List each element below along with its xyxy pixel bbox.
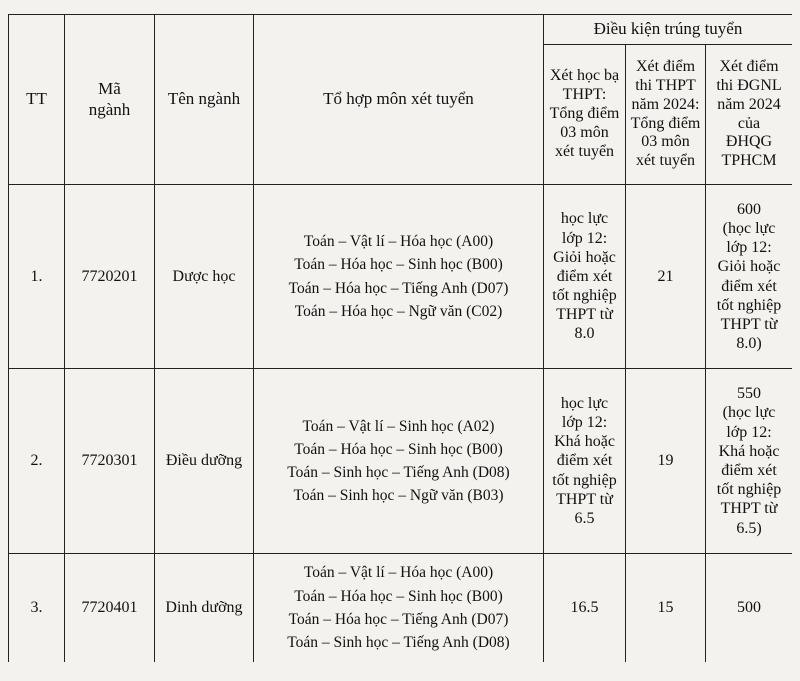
header-row-top <box>9 15 793 45</box>
header-code: Mã ngành <box>65 15 155 185</box>
hocba-condition: 16.5 <box>544 554 626 662</box>
header-conditions: Điều kiện trúng tuyển <box>544 15 793 45</box>
hocba-condition: học lực lớp 12: Khá hoặc điểm xét tốt nghiệp THPT từ 6.5 <box>544 369 626 554</box>
combo-item: Toán – Hóa học – Sinh học (B00) <box>294 256 503 274</box>
header-hocba: Xét học bạ THPT: Tổng điểm 03 môn xét tuyển <box>544 45 626 185</box>
header-thpt: Xét điểm thi THPT năm 2024: Tổng điểm 03 môn xét tuyển <box>626 45 706 185</box>
combo-item: Toán – Hóa học – Tiếng Anh (D07) <box>288 279 509 297</box>
subject-combos <box>254 554 544 662</box>
major-name: Dược học <box>155 185 254 369</box>
admission-table <box>8 14 792 662</box>
row-number: 2. <box>9 369 65 554</box>
thpt-score: 15 <box>626 554 706 662</box>
document-page <box>8 14 792 681</box>
combo-item: Toán – Vật lí – Sinh học (A02) <box>302 417 495 435</box>
combo-item: Toán – Hóa học – Ngữ văn (C02) <box>294 302 503 320</box>
major-code: 7720401 <box>65 554 155 662</box>
major-code: 7720201 <box>65 185 155 369</box>
table-row <box>9 369 793 554</box>
combo-item: Toán – Sinh học – Ngữ văn (B03) <box>293 487 504 505</box>
table-row <box>9 554 793 662</box>
subject-combos <box>254 369 544 554</box>
subject-combos <box>254 185 544 369</box>
combo-item: Toán – Sinh học – Tiếng Anh (D08) <box>287 464 510 481</box>
thpt-score: 19 <box>626 369 706 554</box>
header-combo: Tổ hợp môn xét tuyển <box>254 15 544 185</box>
row-number: 3. <box>9 554 65 662</box>
header-tt: TT <box>9 15 65 185</box>
header-name: Tên ngành <box>155 15 254 185</box>
table-row <box>9 185 793 369</box>
combo-item: Toán – Hóa học – Sinh học (B00) <box>294 440 503 458</box>
major-name: Điều dưỡng <box>155 369 254 554</box>
hocba-condition: học lực lớp 12: Giỏi hoặc điểm xét tốt nghiệp THPT từ 8.0 <box>544 185 626 369</box>
combo-item: Toán – Sinh học – Tiếng Anh (D08) <box>287 634 510 651</box>
combo-item: Toán – Vật lí – Hóa học (A00) <box>303 233 494 250</box>
combo-item: Toán – Hóa học – Sinh học (B00) <box>294 587 503 605</box>
header-dgnl: Xét điểm thi ĐGNL năm 2024 của ĐHQG TPHCM <box>706 45 793 185</box>
thpt-score: 21 <box>626 185 706 369</box>
row-number: 1. <box>9 185 65 369</box>
major-name: Dinh dưỡng <box>155 554 254 662</box>
dgnl-condition: 550 (học lực lớp 12: Khá hoặc điểm xét tốt nghiệp THPT từ 6.5) <box>706 369 793 554</box>
dgnl-condition: 600 (học lực lớp 12: Giỏi hoặc điểm xét tốt nghiệp THPT từ 8.0) <box>706 185 793 369</box>
combo-item: Toán – Vật lí – Hóa học (A00) <box>303 564 494 582</box>
combo-item: Toán – Hóa học – Tiếng Anh (D07) <box>288 610 509 628</box>
dgnl-condition: 500 <box>706 554 793 662</box>
major-code: 7720301 <box>65 369 155 554</box>
